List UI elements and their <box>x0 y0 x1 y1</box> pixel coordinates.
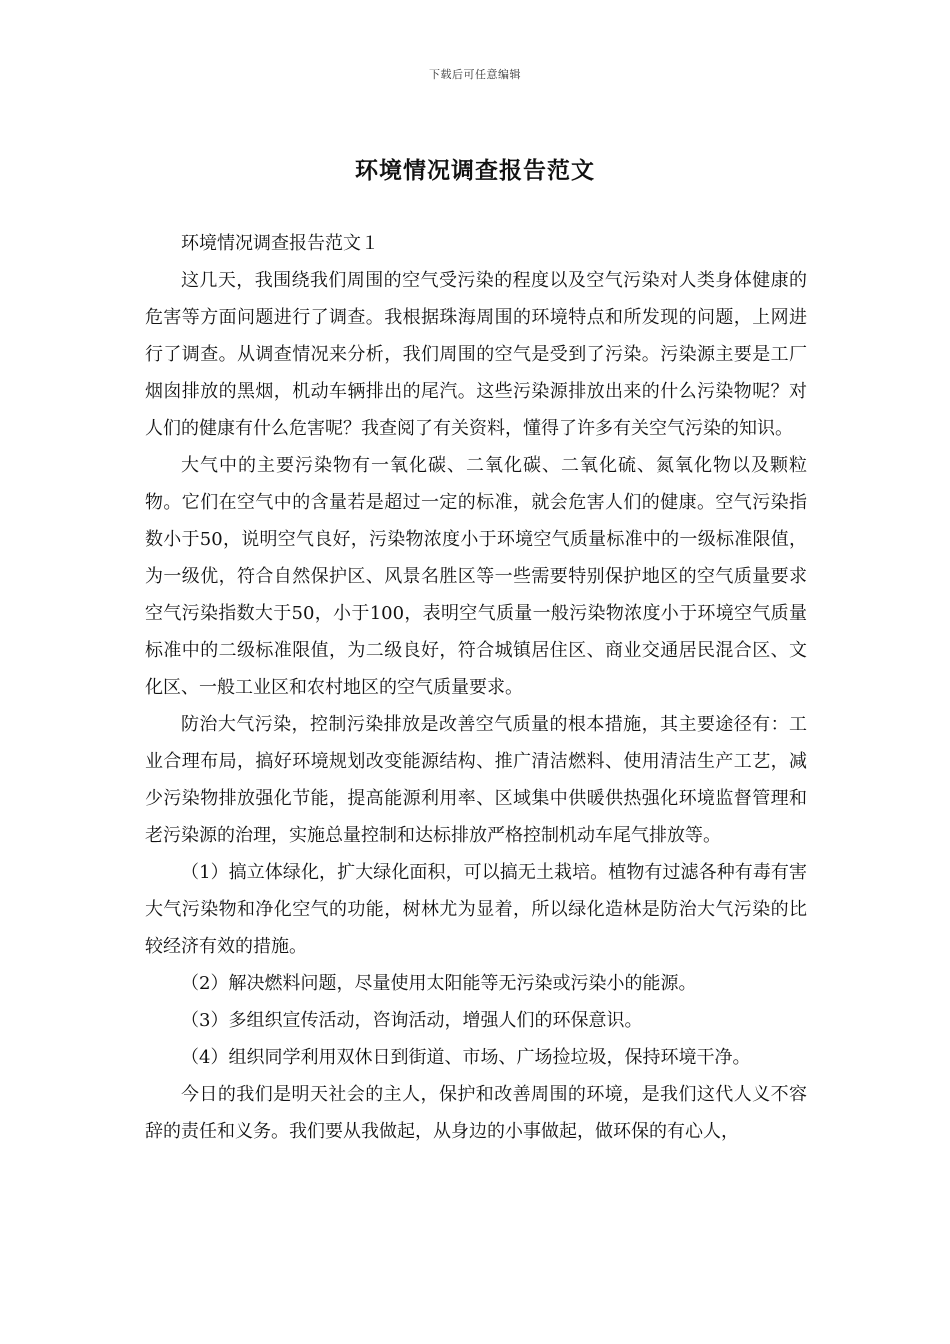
document-body <box>145 225 807 1150</box>
paragraph-prevention: 防治大气污染，控制污染排放是改善空气质量的根本措施，其主要途径有：工业合理布局，搞好环境规划改变能源结构、推广清洁燃料、使用清洁生产工艺，减少污染物排放强化节能，提高能源利用率、区域集中供暖供热强化环境监督管理和老污染源的治理，实施总量控制和达标排放严格控制机动车尾气排放等。 <box>145 714 807 846</box>
list-item-3: （3）多组织宣传活动，咨询活动，增强人们的环保意识。 <box>181 1010 643 1031</box>
section-heading: 环境情况调查报告范文１ <box>181 233 379 254</box>
list-item-2: （2）解决燃料问题，尽量使用太阳能等无污染或污染小的能源。 <box>181 973 697 994</box>
header-note: 下载后可任意编辑 <box>429 68 521 81</box>
paragraph-intro: 这几天，我围绕我们周围的空气受污染的程度以及空气污染对人类身体健康的危害等方面问题进行了调查。我根据珠海周围的环境特点和所发现的问题，上网进行了调查。从调查情况来分析，我们周围的空气是受到了污染。污染源主要是工厂烟囱排放的黑烟，机动车辆排出的尾汽。这些污染源排放出来的什么污染物呢？对人们的健康有什么危害呢？我查阅了有关资料，懂得了许多有关空气污染的知识。 <box>145 270 807 439</box>
paragraph-pollutants: 大气中的主要污染物有一氧化碳、二氧化碳、二氧化硫、氮氧化物以及颗粒物。它们在空气中的含量若是超过一定的标准，就会危害人们的健康。空气污染指数小于50，说明空气良好，污染物浓度小于环境空气质量标准中的一级标准限值，为一级优，符合自然保护区、风景名胜区等一些需要特别保护地区的空气质量要求空气污染指数大于50，小于100，表明空气质量一般污染物浓度小于环境空气质量标准中的二级标准限值，为二级良好，符合城镇居住区、商业交通居民混合区、文化区、一般工业区和农村地区的空气质量要求。 <box>145 455 807 698</box>
list-item-1: （1）搞立体绿化，扩大绿化面积，可以搞无土栽培。植物有过滤各种有毒有害大气污染物和净化空气的功能，树林尤为显着，所以绿化造林是防治大气污染的比较经济有效的措施。 <box>145 862 807 957</box>
paragraph-conclusion: 今日的我们是明天社会的主人，保护和改善周围的环境，是我们这代人义不容辞的责任和义务。我们要从我做起，从身边的小事做起，做环保的有心人， <box>145 1084 807 1142</box>
list-item-4: （4）组织同学利用双休日到街道、市场、广场捡垃圾，保持环境干净。 <box>181 1047 751 1068</box>
document-title: 环境情况调查报告范文 <box>355 157 595 184</box>
